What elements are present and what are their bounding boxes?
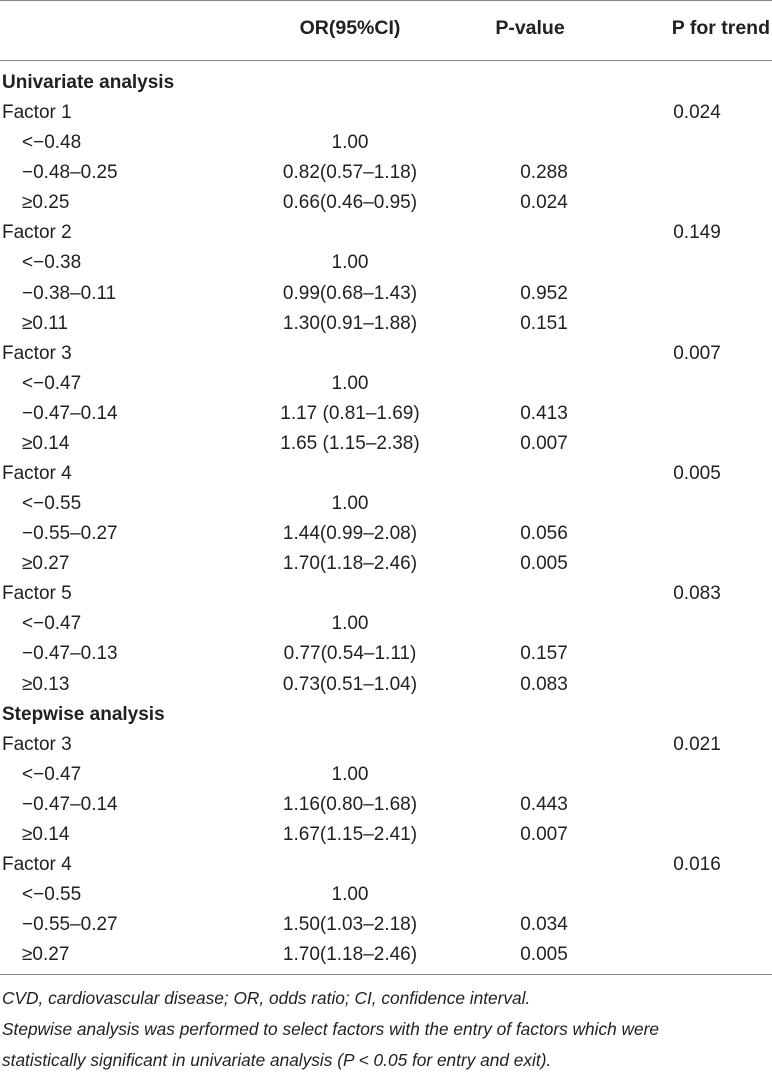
odds-ratio-cell: 0.73(0.51–1.04) [282,673,418,695]
row-label: Factor 4 [2,463,72,485]
factor-row [0,98,772,128]
footnote-stepwise-line-2: statistically significant in univariate analysis (P < 0.05 for entry and exit). [2,1050,552,1070]
row-label: ≥0.14 [22,823,70,845]
table-row [0,549,772,579]
table-header-rule [0,60,772,61]
row-label: <−0.47 [22,763,82,785]
section-heading-row [0,700,772,730]
row-label: <−0.47 [22,613,82,635]
table-row [0,639,772,669]
table-body [0,68,772,970]
row-label: ≥0.13 [22,673,70,695]
table-row [0,309,772,339]
p-value-cell: 0.005 [520,944,568,966]
row-label: Factor 5 [2,583,72,605]
odds-ratio-cell: 1.30(0.91–1.88) [282,312,418,334]
p-trend-cell: 0.149 [673,222,721,244]
p-value-cell: 0.157 [520,643,568,665]
odds-ratio-cell: 0.82(0.57–1.18) [282,162,418,184]
table-row [0,940,772,970]
p-value-cell: 0.034 [520,914,568,936]
row-label: Factor 3 [2,342,72,364]
table-row [0,670,772,700]
row-label: −0.47–0.14 [22,793,118,815]
table-row [0,399,772,429]
odds-ratio-cell: 0.77(0.54–1.11) [283,643,417,665]
p-value-cell: 0.151 [520,312,568,334]
row-label: −0.38–0.11 [22,282,117,304]
odds-ratio-cell: 1.00 [331,763,369,785]
odds-ratio-cell: 1.00 [331,613,369,635]
row-label: Univariate analysis [2,72,175,93]
row-label: −0.55–0.27 [22,914,118,936]
p-trend-cell: 0.005 [673,463,721,485]
odds-ratio-cell: 1.00 [331,493,369,515]
odds-ratio-cell: 1.17 (0.81–1.69) [280,402,420,424]
p-value-cell: 0.288 [520,162,568,184]
row-label: −0.55–0.27 [22,523,118,545]
header-p-value: P-value [495,17,565,39]
row-label: <−0.48 [22,132,82,154]
footnote-abbreviations: CVD, cardiovascular disease; OR, odds ratio; CI, confidence interval. [2,988,531,1008]
row-label: Stepwise analysis [2,703,165,725]
odds-ratio-cell: 1.50(1.03–2.18) [282,914,418,936]
row-label: Factor 3 [2,733,72,755]
table-row [0,248,772,278]
p-value-cell: 0.007 [520,432,568,454]
odds-ratio-cell: 1.67(1.15–2.41) [282,823,418,845]
row-label: <−0.55 [22,884,82,906]
row-label: ≥0.25 [22,192,70,214]
table-row [0,880,772,910]
p-trend-cell: 0.024 [673,102,721,124]
section-heading-row [0,68,772,98]
table-row [0,609,772,639]
p-value-cell: 0.007 [520,823,568,845]
factor-row [0,339,772,369]
table-row [0,128,772,158]
p-value-cell: 0.952 [520,282,568,304]
factor-row [0,579,772,609]
odds-ratio-cell: 1.44(0.99–2.08) [282,523,418,545]
row-label: ≥0.27 [22,553,70,575]
table-row [0,790,772,820]
p-trend-cell: 0.021 [673,733,721,755]
row-label: Factor 4 [2,854,72,876]
table-row [0,188,772,218]
odds-ratio-cell: 0.66(0.46–0.95) [282,192,418,214]
row-label: ≥0.14 [22,432,70,454]
p-trend-cell: 0.083 [673,583,721,605]
table-footnotes [2,983,770,1076]
table-row [0,519,772,549]
odds-ratio-cell: 0.99(0.68–1.43) [282,282,418,304]
table-row [0,910,772,940]
row-label: Factor 1 [2,102,72,124]
row-label: −0.47–0.14 [22,402,118,424]
odds-ratio-cell: 1.00 [331,252,369,274]
table-row [0,369,772,399]
odds-ratio-cell: 1.16(0.80–1.68) [282,793,418,815]
p-value-cell: 0.443 [520,793,568,815]
header-or-95ci: OR(95%CI) [299,17,401,39]
table-row [0,820,772,850]
p-trend-cell: 0.016 [673,854,721,876]
footnote-stepwise-line-1: Stepwise analysis was performed to select factors with the entry of factors which were [2,1019,659,1039]
p-value-cell: 0.413 [520,402,568,424]
factor-row [0,730,772,760]
table-row [0,489,772,519]
row-label: <−0.38 [22,252,82,274]
table-row [0,158,772,188]
odds-ratio-cell: 1.70(1.18–2.46) [282,944,418,966]
odds-ratio-cell: 1.00 [331,884,369,906]
p-value-cell: 0.024 [520,192,568,214]
p-value-cell: 0.056 [520,523,568,545]
row-label: ≥0.27 [22,944,70,966]
table-header [0,0,772,60]
odds-ratio-cell: 1.00 [331,132,369,154]
header-p-for-trend: P for trend [671,17,770,39]
factor-row [0,850,772,880]
row-label: <−0.47 [22,372,82,394]
table-row [0,429,772,459]
p-value-cell: 0.005 [520,553,568,575]
factor-row [0,459,772,489]
p-trend-cell: 0.007 [673,342,721,364]
p-value-cell: 0.083 [520,673,568,695]
row-label: <−0.55 [22,493,82,515]
row-label: Factor 2 [2,222,72,244]
factor-row [0,218,772,248]
row-label: −0.48–0.25 [22,162,118,184]
table-bottom-rule [0,974,772,975]
odds-ratio-cell: 1.65 (1.15–2.38) [280,432,420,454]
odds-ratio-cell: 1.00 [331,372,369,394]
table-row [0,279,772,309]
row-label: ≥0.11 [22,312,68,334]
odds-ratio-cell: 1.70(1.18–2.46) [282,553,418,575]
row-label: −0.47–0.13 [22,643,118,665]
table-row [0,760,772,790]
